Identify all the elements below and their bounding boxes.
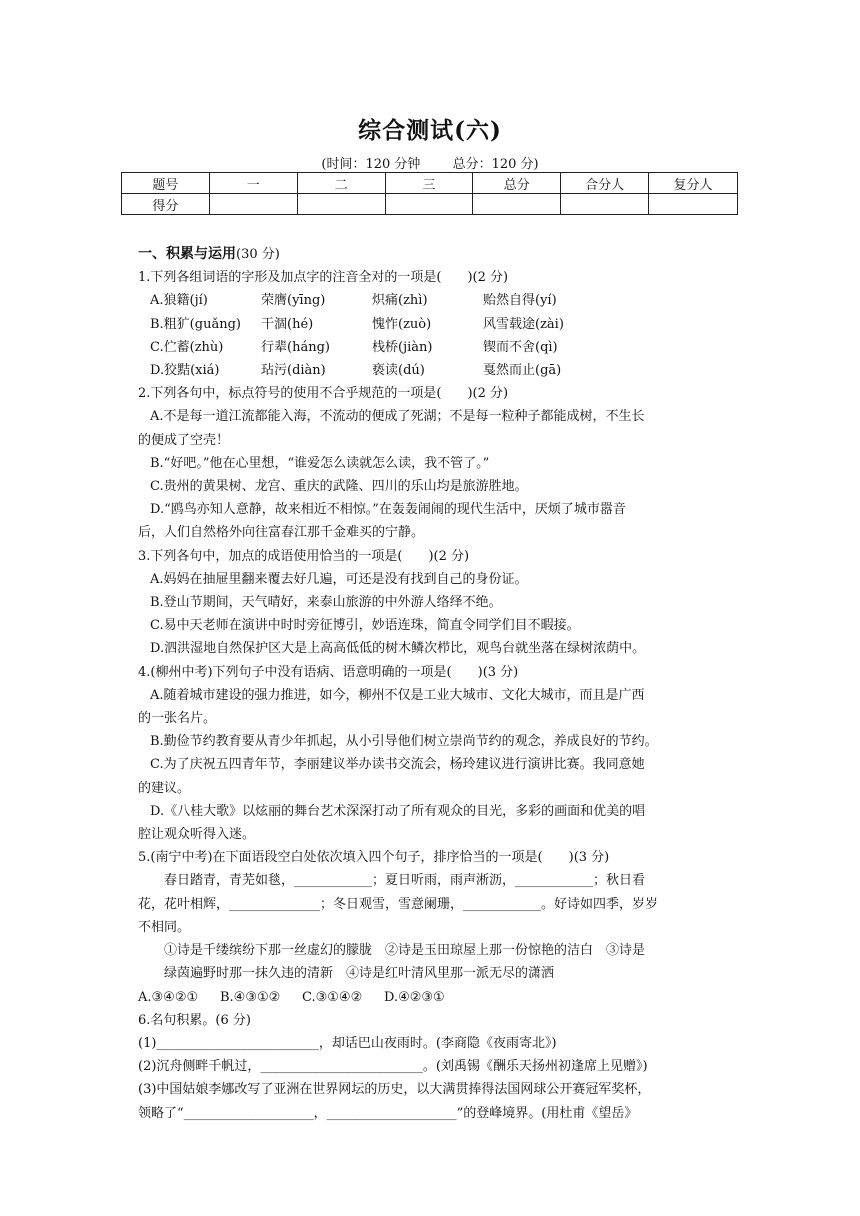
- score-table-header-row: [122, 173, 738, 194]
- question-stem: 2.下列各句中，标点符号的使用不合乎规范的一项是( )(2 分): [138, 386, 509, 402]
- option-d-continued: 后，人们自然格外向往富春江那千金难买的宁静。: [138, 525, 425, 541]
- score-row-label: 得分: [122, 194, 210, 215]
- option-d[interactable]: D.泗洪湿地自然保护区大是上高高低低的树木鳞次栉比，观鸟台就坐落在绿树浓荫中。: [150, 641, 646, 657]
- question-5: [138, 846, 738, 1008]
- option-d-continued: 腔让观众听得入迷。: [138, 827, 256, 843]
- score-table: [121, 172, 738, 215]
- fill-blank-line[interactable]: 领略了“____________________，____________________”的登峰境界。(用杜甫《望岳》: [138, 1105, 638, 1121]
- question-1: [138, 266, 738, 382]
- score-table-cell: 合分人: [561, 173, 649, 194]
- option-a[interactable]: A.狼籍(jí): [150, 293, 208, 309]
- exam-time: (时间：120 分钟: [321, 157, 421, 172]
- section-heading: [138, 243, 738, 266]
- option-a[interactable]: A.妈妈在抽屉里翻来覆去好几遍，可还是没有找到自己的身份证。: [150, 571, 528, 587]
- option-c[interactable]: C.贵州的黄果树、龙宫、重庆的武隆、四川的乐山均是旅游胜地。: [150, 479, 528, 495]
- option-row: [138, 336, 738, 359]
- section-points: (30 分): [236, 247, 280, 262]
- option-b[interactable]: B.粗犷(guǎng): [150, 316, 241, 332]
- word: 栈桥(jiàn): [372, 339, 433, 355]
- word: 荣膺(yīng): [261, 293, 326, 309]
- score-input-cell[interactable]: [209, 194, 297, 215]
- score-input-cell[interactable]: [473, 194, 561, 215]
- word: 戛然而止(gā): [483, 363, 562, 379]
- word: 玷污(diàn): [261, 363, 326, 379]
- question-2: [138, 382, 738, 544]
- question-stem: 4.(柳州中考)下列句子中没有语病、语意明确的一项是( )(3 分): [138, 664, 519, 680]
- fill-blank-line[interactable]: (2)沉舟侧畔千帆过，_________________________。(刘禹锡《酬乐天扬州初逢席上见赠》): [138, 1059, 648, 1075]
- score-table-cell: 一: [209, 173, 297, 194]
- exam-meta: [0, 153, 860, 172]
- score-table-cell: 题号: [122, 173, 210, 194]
- question-4: [138, 661, 738, 847]
- sentence-list: ①诗是千缕缤纷下那一丝虚幻的朦胧 ②诗是玉田琼屋上那一份惊艳的洁白 ③诗是: [164, 943, 646, 959]
- option-d[interactable]: D.狡黠(xiá): [150, 363, 220, 379]
- page-title: 综合测试(六): [358, 117, 502, 144]
- section-title: 一、积累与运用: [138, 246, 236, 262]
- score-table-cell: 总分: [473, 173, 561, 194]
- question-stem: 6.名句积累。(6 分): [138, 1012, 251, 1028]
- word: 炽痛(zhì): [372, 293, 428, 309]
- word: 贻然自得(yí): [483, 293, 557, 309]
- option-d[interactable]: D.“鸥鸟亦知人意静，故来相近不相惊。”在轰轰闹闹的现代生活中，厌烦了城市嚣音: [150, 502, 626, 518]
- option-c[interactable]: C.③①④②: [302, 989, 363, 1005]
- question-6: [138, 1009, 738, 1125]
- option-c[interactable]: C.为了庆祝五四青年节，李丽建议举办读书交流会，杨玲建议进行演讲比赛。我同意她: [150, 757, 645, 773]
- exam-total: 总分：120 分): [452, 157, 539, 172]
- option-b[interactable]: B.④③①②: [220, 989, 281, 1005]
- question-stem: 5.(南宁中考)在下面语段空白处依次填入四个句子，排序恰当的一项是( )(3 分): [138, 850, 610, 866]
- score-input-cell[interactable]: [297, 194, 385, 215]
- question-stem: 3.下列各句中，加点的成语使用恰当的一项是( )(2 分): [138, 548, 470, 564]
- option-a[interactable]: A.不是每一道江流都能入海，不流动的便成了死湖；不是每一粒种子都能成树，不生长: [150, 409, 645, 425]
- option-b[interactable]: B.勤俭节约教育要从青少年抓起，从小引导他们树立崇尚节约的观念，养成良好的节约。: [150, 734, 658, 750]
- question-stem: 1.下列各组词语的字形及加点字的注音全对的一项是( )(2 分): [138, 270, 509, 286]
- option-row: [138, 986, 738, 1009]
- word: 风雪载途(zài): [483, 316, 564, 332]
- word: 愧怍(zuò): [372, 316, 432, 332]
- option-b[interactable]: B.“好吧。”他在心里想，“谁爱怎么读就怎么读，我不管了。”: [150, 455, 490, 471]
- exam-content: [138, 243, 738, 1125]
- option-row: [138, 313, 738, 336]
- question-3: [138, 545, 738, 661]
- option-c-continued: 的建议。: [138, 780, 191, 796]
- option-a[interactable]: A.随着城市建设的强力推进，如今，柳州不仅是工业大城市、文化大城市，而且是广西: [150, 687, 645, 703]
- question-text-line: (3)中国姑娘李娜改写了亚洲在世界网坛的历史，以大满贯捧得法国网球公开赛冠军奖杯，: [138, 1082, 651, 1098]
- option-d[interactable]: D.④②③①: [384, 989, 445, 1005]
- option-b[interactable]: B.登山节期间，天气晴好，来泰山旅游的中外游人络绎不绝。: [150, 595, 502, 611]
- passage-line: 春日踏青，青芜如毯，____________；夏日听雨，雨声淅沥，____________；秋日看: [164, 873, 646, 889]
- score-input-cell[interactable]: [561, 194, 649, 215]
- score-table-cell: 二: [297, 173, 385, 194]
- score-table-cell: 复分人: [649, 173, 738, 194]
- option-a-continued: 的便成了空壳！: [138, 432, 230, 448]
- sentence-list-continued: 绿茵遍野时那一抹久违的清新 ④诗是红叶清风里那一派无尽的潇洒: [164, 966, 555, 982]
- option-c[interactable]: C.伫蓄(zhù): [150, 339, 224, 355]
- option-row: [138, 289, 738, 312]
- score-input-cell[interactable]: [649, 194, 738, 215]
- passage-line: 不相同。: [138, 919, 191, 935]
- option-a-continued: 的一张名片。: [138, 711, 217, 727]
- score-table-score-row: [122, 194, 738, 215]
- score-table-cell: 三: [385, 173, 473, 194]
- option-d[interactable]: D.《八桂大歌》以炫丽的舞台艺术深深打动了所有观众的目光，多彩的画面和优美的唱: [150, 803, 646, 819]
- fill-blank-line[interactable]: (1)_________________________，却话巴山夜雨时。(李商隐《夜雨寄北》): [138, 1035, 557, 1051]
- word: 干涸(hé): [261, 316, 314, 332]
- option-a[interactable]: A.③④②①: [138, 989, 199, 1005]
- score-input-cell[interactable]: [385, 194, 473, 215]
- word: 锲而不舍(qì): [483, 339, 558, 355]
- option-c[interactable]: C.易中天老师在演讲中时时旁征博引，妙语连珠，简直令同学们目不暇接。: [150, 618, 580, 634]
- word: 行辈(háng): [261, 339, 330, 355]
- word: 亵读(dú): [372, 363, 425, 379]
- passage-line: 花，花叶相辉，______________；冬日观雪，雪意阑珊，____________。好诗如四季，岁岁: [138, 896, 659, 912]
- option-row: [138, 359, 738, 382]
